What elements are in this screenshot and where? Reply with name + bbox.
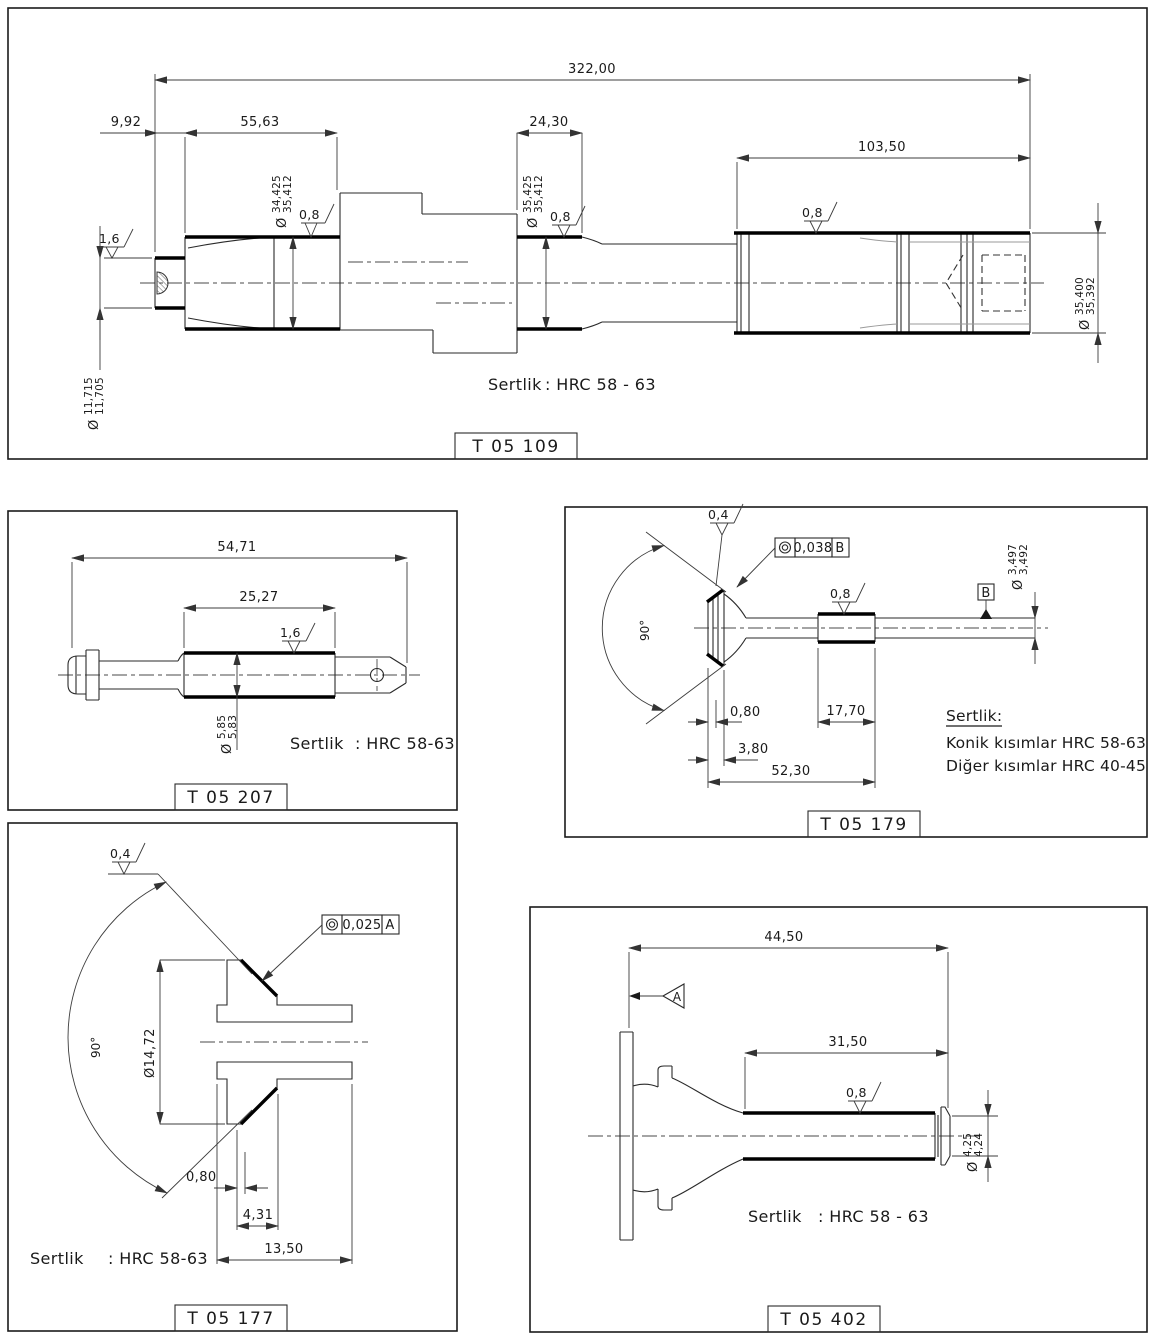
svg-text:4,25: 4,25: [962, 1132, 974, 1157]
part-number: T 05 402: [780, 1310, 868, 1330]
surface-finish-icon: [830, 583, 865, 614]
gdt-datum: B: [835, 541, 845, 556]
hardness-value: : HRC 58-63: [108, 1249, 208, 1268]
section-lower: [217, 1062, 352, 1124]
dia-seg1: [271, 175, 294, 228]
concentricity-frame: [262, 915, 399, 981]
hardness-label: Sertlik: [30, 1249, 84, 1268]
surface-finish-icon: [846, 1082, 881, 1113]
angle-label: 90°: [89, 1036, 103, 1058]
surface-finish-icon: [802, 202, 837, 233]
diameter-symbol: Ø: [526, 217, 541, 228]
surface-finish-icon: [550, 206, 585, 237]
dim-seg1: 55,63: [240, 115, 280, 130]
surface-finish-icon: [99, 229, 133, 258]
svg-text:11,705: 11,705: [94, 377, 106, 415]
dia-mid: [216, 715, 239, 754]
title-block: [175, 1305, 287, 1331]
title-block: [455, 433, 577, 459]
diameter-symbol: Ø: [220, 743, 235, 754]
dia-bore: Ø14,72: [143, 1028, 158, 1078]
dim-overall: 54,71: [217, 540, 257, 555]
seat-section-view: [200, 960, 368, 1124]
svg-text:0,8: 0,8: [550, 209, 571, 224]
svg-text:5,85: 5,85: [216, 714, 228, 739]
svg-text:11,715: 11,715: [83, 377, 95, 415]
dia-collar: [522, 175, 545, 228]
dia-stub: [83, 377, 106, 430]
dim-mid: 17,70: [826, 704, 866, 719]
svg-text:B: B: [981, 586, 991, 601]
svg-text:35,400: 35,400: [1074, 277, 1086, 315]
svg-text:4,24: 4,24: [973, 1132, 985, 1157]
dia-stem: [1007, 544, 1030, 590]
concentricity-icon: [327, 919, 338, 930]
svg-text:1,6: 1,6: [99, 231, 120, 246]
svg-text:0,8: 0,8: [830, 586, 851, 601]
dimensions-p5: [629, 930, 998, 1182]
part-number: T 05 207: [187, 788, 275, 808]
svg-text:35,392: 35,392: [1085, 277, 1097, 315]
dia-end: [1074, 277, 1097, 330]
valve-part-view: [694, 590, 1048, 666]
gdt-datum: A: [385, 918, 395, 933]
dimensions-p2: [72, 540, 407, 754]
dim-cone: 4,31: [242, 1208, 274, 1223]
svg-text:35,412: 35,412: [282, 175, 294, 213]
title-block: [808, 811, 920, 837]
svg-text:5,83: 5,83: [227, 714, 239, 739]
hardness-note: [290, 734, 455, 753]
dia-tip: [962, 1133, 985, 1172]
panel-t05-179: [555, 500, 1153, 845]
datum-flag: [629, 984, 684, 1008]
dim-seat: 0,80: [186, 1170, 217, 1185]
dimensions-p4: [143, 960, 352, 1264]
dim-stem: 31,50: [828, 1035, 868, 1050]
panel-border: [565, 507, 1147, 837]
dim-overall: 322,00: [568, 62, 616, 77]
panel-t05-109: [0, 0, 1153, 475]
panel-border: [530, 907, 1147, 1332]
hardness-label: Sertlik: [488, 375, 542, 394]
svg-text:1,6: 1,6: [280, 625, 301, 640]
gdt-tolerance: 0,025: [342, 918, 382, 933]
dim-overall: 13,50: [264, 1242, 304, 1257]
hardness-note: [488, 375, 656, 394]
hardness-value: : HRC 58-63: [355, 734, 455, 753]
panel-t05-177: [0, 815, 470, 1337]
dim-seat: 0,80: [730, 705, 761, 720]
shaft-part-view: [140, 193, 1044, 353]
panel-border: [8, 511, 457, 810]
panel-t05-402: [520, 900, 1153, 1337]
title-block: [768, 1306, 880, 1332]
svg-text:0,4: 0,4: [708, 507, 729, 522]
diameter-symbol: Ø: [87, 419, 102, 430]
section-upper: [217, 960, 352, 1022]
svg-text:34,425: 34,425: [271, 175, 283, 213]
hardness-line1: Konik kısımlar HRC 58-63: [946, 734, 1147, 752]
surface-finish-icon: [299, 204, 334, 237]
svg-text:0,8: 0,8: [299, 207, 320, 222]
dim-stub: 9,92: [110, 115, 142, 130]
svg-text:3,492: 3,492: [1018, 543, 1030, 575]
datum-flag: [978, 584, 994, 619]
diameter-symbol: Ø: [966, 1161, 981, 1172]
hardness-note: [748, 1207, 929, 1226]
hardness-label: Sertlik: [290, 734, 344, 753]
svg-text:A: A: [672, 990, 682, 1004]
dim-right: 103,50: [858, 140, 906, 155]
svg-text:3,497: 3,497: [1007, 543, 1019, 575]
hardness-title: Sertlik:: [946, 707, 1003, 725]
angle-label: 90°: [638, 619, 652, 641]
dim-overall: 44,50: [764, 930, 804, 945]
diameter-symbol: Ø: [1011, 579, 1026, 590]
svg-text:35,425: 35,425: [522, 175, 534, 213]
title-block: [175, 784, 287, 810]
pin-part-view: [58, 650, 420, 700]
surface-finish-icon: [280, 623, 315, 653]
gdt-tolerance: 0,038: [793, 541, 833, 556]
hardness-label: Sertlik: [748, 1207, 802, 1226]
dim-collar: 24,30: [529, 115, 569, 130]
part-number: T 05 179: [820, 815, 908, 835]
hardness-line2: Diğer kısımlar HRC 40-45: [946, 757, 1147, 775]
surface-finish-icon: [708, 504, 743, 586]
center-drill: [157, 272, 168, 294]
hardness-value: : HRC 58 - 63: [818, 1207, 929, 1226]
dim-head: 3,80: [738, 742, 769, 757]
hardness-note: [946, 707, 1146, 775]
hardness-value: : HRC 58 - 63: [545, 375, 656, 394]
svg-text:0,8: 0,8: [802, 205, 823, 220]
diameter-symbol: Ø: [275, 217, 290, 228]
diameter-symbol: Ø: [1078, 319, 1093, 330]
dim-overall: 52,30: [771, 764, 811, 779]
concentricity-frame: [737, 538, 849, 587]
part-number: T 05 177: [187, 1309, 275, 1329]
surface-finish-icon: [110, 843, 145, 874]
concentricity-icon: [780, 542, 791, 553]
hardness-note: [30, 1249, 208, 1268]
dim-mid: 25,27: [239, 590, 279, 605]
part-number: T 05 109: [472, 437, 560, 457]
svg-text:35,412: 35,412: [533, 175, 545, 213]
panel-t05-207: [0, 505, 470, 820]
svg-text:0,8: 0,8: [846, 1085, 867, 1100]
svg-text:0,4: 0,4: [110, 846, 131, 861]
